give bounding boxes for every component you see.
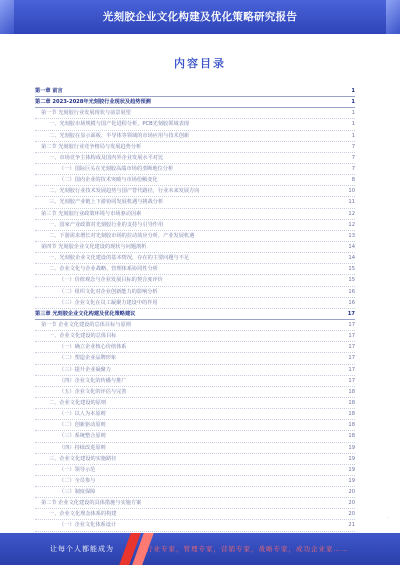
toc-entry-row[interactable] bbox=[35, 153, 355, 164]
toc-entry-row[interactable] bbox=[35, 175, 355, 186]
toc-entry-title: （四）企业文化的传播与推广 bbox=[59, 377, 127, 384]
toc-page-number: 11 bbox=[346, 197, 355, 207]
toc-entry-row[interactable] bbox=[35, 131, 355, 142]
toc-entry-title: 二、光刻胶在显示面板、半导体等领域的市场应用与技术创新 bbox=[49, 132, 190, 139]
toc-page-number: 18 bbox=[346, 387, 355, 397]
toc-page-number: 10 bbox=[346, 186, 355, 196]
toc-entry-title: 第三节 光刻胶行业政策环境与市场驱动因素 bbox=[41, 210, 142, 217]
toc-entry-title: 第三章 光刻胶企业文化构建及优化策略建议 bbox=[35, 310, 136, 317]
toc-entry-row[interactable] bbox=[35, 365, 355, 376]
toc-entry-row[interactable] bbox=[35, 509, 355, 520]
toc-entry-title: （二）塑造企业品牌形象 bbox=[59, 355, 117, 362]
toc-page-number: 19 bbox=[346, 443, 355, 453]
toc-page-number: 1 bbox=[350, 119, 355, 129]
toc-page-number: 18 bbox=[346, 431, 355, 441]
toc-page-number: 1 bbox=[349, 86, 355, 96]
toc-page-number: 7 bbox=[350, 153, 355, 163]
toc-page-number: 8 bbox=[350, 175, 355, 185]
toc-entry-row[interactable] bbox=[35, 164, 355, 175]
toc-page-number: 19 bbox=[346, 465, 355, 475]
toc-entry-title: 三、光刻胶产业链上下游协同发展机遇与挑战分析 bbox=[49, 199, 164, 206]
toc-entry-title: （三）制度保障 bbox=[59, 489, 96, 496]
toc-entry-row[interactable] bbox=[35, 476, 355, 487]
toc-entry-title: 第一节 光刻胶行业发展现状与前景展望 bbox=[41, 110, 131, 117]
toc-page-number: 12 bbox=[346, 209, 355, 219]
toc-entry-title: （五）企业文化的评估与完善 bbox=[59, 388, 127, 395]
toc-entry-row[interactable] bbox=[35, 376, 355, 387]
toc-page-number: 17 bbox=[346, 353, 355, 363]
toc-entry-title: 第二节 企业文化建设的具体措施与实施方案 bbox=[41, 500, 142, 507]
toc-entry-title: （二）创新驱动原则 bbox=[59, 422, 106, 429]
toc-entry-row[interactable] bbox=[35, 209, 355, 220]
toc-heading: 内容目录 bbox=[174, 57, 226, 70]
toc-page-number: 1 bbox=[350, 131, 355, 141]
toc-entry-row[interactable] bbox=[35, 320, 355, 331]
toc-entry-row[interactable] bbox=[35, 331, 355, 342]
toc-chapter-row[interactable] bbox=[35, 97, 355, 108]
toc-entry-row[interactable] bbox=[35, 398, 355, 409]
toc-entry-row[interactable] bbox=[35, 264, 355, 275]
toc-entry-row[interactable] bbox=[35, 520, 355, 531]
toc-entry-title: （四）持续改进原则 bbox=[59, 444, 106, 451]
toc-entry-row[interactable] bbox=[35, 420, 355, 431]
toc-entry-row[interactable] bbox=[35, 387, 355, 398]
toc-entry-row[interactable] bbox=[35, 353, 355, 364]
toc-page-number: 12 bbox=[346, 220, 355, 230]
toc-entry-title: （一）国际巨头在光刻胶高端市场的垄断地位分析 bbox=[59, 165, 174, 172]
footer-tagline: 行业专家，管理专家，营销专家，战略专家，成功企业家…… bbox=[146, 545, 349, 553]
table-of-contents bbox=[35, 86, 355, 543]
toc-entry-row[interactable] bbox=[35, 142, 355, 153]
toc-chapter-row[interactable] bbox=[35, 86, 355, 97]
toc-entry-title: （三）企业文化在员工凝聚力建设中的作用 bbox=[59, 299, 158, 306]
toc-entry-title: 一、光刻胶企业文化建设的基本情况，存在的主要问题与不足 bbox=[49, 255, 190, 262]
toc-page-number: 21 bbox=[346, 520, 355, 530]
toc-entry-row[interactable] bbox=[35, 431, 355, 442]
page-marker: · bbox=[386, 515, 388, 521]
toc-entry-title: （一）以人为本原则 bbox=[59, 411, 106, 418]
toc-entry-title: （二）组织文化对企业创新能力的影响分析 bbox=[59, 288, 158, 295]
toc-entry-title: 第一章 前言 bbox=[35, 88, 63, 94]
toc-entry-title: 二、光刻胶行业技术发展趋势与国产替代路径，行业未来发展方向 bbox=[49, 188, 200, 195]
toc-entry-title: 一、市场竞争主体构成及国内外企业发展水平对比 bbox=[49, 154, 164, 161]
toc-entry-row[interactable] bbox=[35, 231, 355, 242]
toc-entry-row[interactable] bbox=[35, 186, 355, 197]
toc-page-number: 17 bbox=[346, 365, 355, 375]
toc-entry-title: （二）国内企业的技术突破与市场份额变化 bbox=[59, 177, 158, 184]
toc-entry-row[interactable] bbox=[35, 498, 355, 509]
toc-entry-row[interactable] bbox=[35, 108, 355, 119]
toc-entry-row[interactable] bbox=[35, 242, 355, 253]
toc-entry-title: 一、企业文化理念体系的构建 bbox=[49, 511, 117, 518]
toc-page-number: 17 bbox=[346, 320, 355, 330]
toc-page-number: 20 bbox=[346, 498, 355, 508]
toc-entry-title: （一）企业文化体系设计 bbox=[59, 522, 117, 529]
toc-entry-row[interactable] bbox=[35, 220, 355, 231]
toc-page-number: 7 bbox=[350, 164, 355, 174]
toc-entry-row[interactable] bbox=[35, 287, 355, 298]
footer-band bbox=[0, 533, 400, 565]
toc-entry-title: 三、企业文化建设的实施路径 bbox=[49, 455, 117, 462]
toc-entry-row[interactable] bbox=[35, 409, 355, 420]
toc-entry-title: 第二节 光刻胶行业竞争格局与发展趋势分析 bbox=[41, 143, 142, 150]
toc-page-number: 15 bbox=[346, 275, 355, 285]
toc-page-number: 19 bbox=[346, 454, 355, 464]
toc-page-number: 18 bbox=[346, 398, 355, 408]
toc-page-number: 14 bbox=[346, 242, 355, 252]
toc-entry-title: （二）全员参与 bbox=[59, 477, 96, 484]
toc-entry-title: 第二章 2023-2028年光刻胶行业现状及趋势预测 bbox=[35, 99, 151, 106]
toc-entry-row[interactable] bbox=[35, 253, 355, 264]
toc-page-number: 13 bbox=[346, 231, 355, 241]
toc-entry-title: 二、企业文化与企业战略、管理体系协同性分析 bbox=[49, 266, 158, 273]
toc-entry-row[interactable] bbox=[35, 197, 355, 208]
toc-page-number: 20 bbox=[346, 487, 355, 497]
toc-entry-title: 二、企业文化建设的原则 bbox=[49, 399, 107, 406]
report-title: 光刻胶企业文化构建及优化策略研究报告 bbox=[102, 11, 298, 23]
toc-page-number: 16 bbox=[346, 298, 355, 308]
toc-page-number: 18 bbox=[346, 409, 355, 419]
header-band bbox=[0, 0, 400, 34]
toc-entry-row[interactable] bbox=[35, 465, 355, 476]
toc-page-number: 15 bbox=[346, 264, 355, 274]
toc-page-number: 17 bbox=[346, 331, 355, 341]
toc-page-number: 1 bbox=[350, 108, 355, 118]
toc-entry-title: （三）提升企业凝聚力 bbox=[59, 366, 111, 373]
toc-entry-row[interactable] bbox=[35, 119, 355, 130]
toc-page-number: 17 bbox=[346, 309, 355, 319]
toc-entry-row[interactable] bbox=[35, 487, 355, 498]
toc-entry-title: 二、下游需求增长对光刻胶市场的拉动效应分析，产业发展机遇 bbox=[49, 232, 195, 239]
toc-entry-title: 一、企业文化建设的总体目标 bbox=[49, 333, 117, 340]
toc-page-number: 17 bbox=[346, 342, 355, 352]
toc-entry-row[interactable] bbox=[35, 298, 355, 309]
toc-entry-row[interactable] bbox=[35, 443, 355, 454]
header-accent-right bbox=[386, 0, 400, 34]
toc-page-number: 16 bbox=[346, 287, 355, 297]
toc-page-number: 20 bbox=[346, 509, 355, 519]
toc-entry-row[interactable] bbox=[35, 342, 355, 353]
toc-page-number: 7 bbox=[350, 142, 355, 152]
toc-page-number: 19 bbox=[346, 476, 355, 486]
footer-slogan: 让每个人都能成为 bbox=[50, 545, 114, 553]
toc-entry-row[interactable] bbox=[35, 275, 355, 286]
toc-entry-row[interactable] bbox=[35, 454, 355, 465]
toc-entry-title: 一、国家产业政策对光刻胶行业的支持与引导作用 bbox=[49, 221, 164, 228]
toc-entry-title: （一）确立企业核心价值体系 bbox=[59, 344, 127, 351]
toc-entry-title: 一、光刻胶市场规模与国产化进程分析，PCB光刻胶领域表现 bbox=[49, 121, 189, 128]
toc-entry-title: （三）系统整合原则 bbox=[59, 433, 106, 440]
toc-chapter-row[interactable] bbox=[35, 309, 355, 320]
toc-entry-title: （一）价值观念与企业发展目标的契合度评价 bbox=[59, 277, 163, 284]
toc-entry-title: 第一节 企业文化建设的总体目标与原则 bbox=[41, 321, 131, 328]
toc-page-number: 17 bbox=[346, 376, 355, 386]
toc-entry-title: （一）领导示范 bbox=[59, 466, 96, 473]
toc-entry-title: 第四节 光刻胶企业文化建设的现状与问题剖析 bbox=[41, 243, 147, 250]
toc-page-number: 18 bbox=[346, 420, 355, 430]
toc-page-number: 14 bbox=[346, 253, 355, 263]
toc-page-number: 1 bbox=[349, 97, 355, 107]
